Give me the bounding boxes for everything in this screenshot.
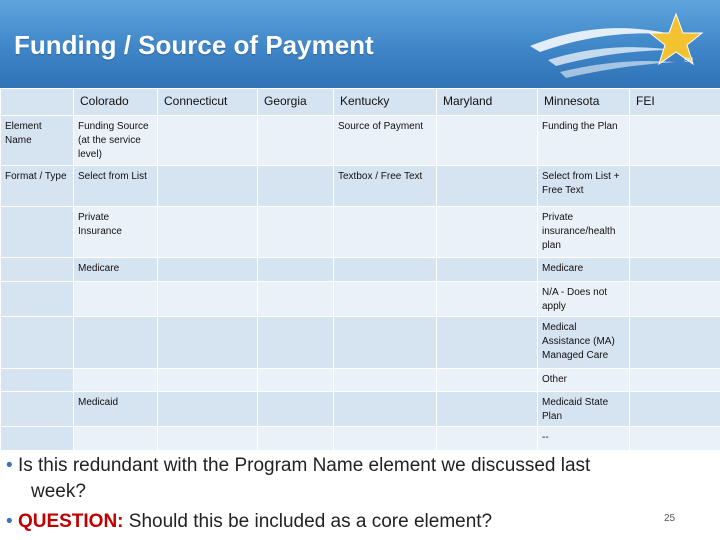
table-cell: Funding the Plan [538,116,630,166]
row-header [1,258,74,282]
table-cell: Textbox / Free Text [334,166,437,207]
table-cell: Private insurance/health plan [538,207,630,258]
column-header: Minnesota [538,89,630,116]
bullet-marker: • [6,511,13,532]
table-cell [158,317,258,369]
row-header: Format / Type [1,166,74,207]
row-header [1,427,74,451]
table-cell: Select from List [74,166,158,207]
table-cell: Medicare [538,258,630,282]
table-cell [258,166,334,207]
table-cell: Medicaid [74,392,158,427]
table-cell [74,282,158,317]
table-cell [437,258,538,282]
table-cell [258,282,334,317]
table-cell [334,207,437,258]
table-row [1,317,720,369]
table-cell: N/A - Does not apply [538,282,630,317]
table-row [1,166,720,207]
table-cell [158,369,258,392]
column-header: Connecticut [158,89,258,116]
table-cell [630,258,720,282]
table-header-row [1,89,720,116]
table-cell [258,427,334,451]
trademark-mark: SM [684,58,693,64]
question-label: QUESTION: [17,511,124,532]
row-header [1,317,74,369]
table-cell [334,317,437,369]
table-cell [158,392,258,427]
table-row [1,427,720,451]
table-cell [258,207,334,258]
table-cell [74,427,158,451]
column-header: Colorado [74,89,158,116]
comparison-table [0,88,720,451]
table-cell [158,427,258,451]
table-cell [334,392,437,427]
table-cell [630,116,720,166]
table-cell [630,392,720,427]
table-row [1,282,720,317]
table-cell: -- [538,427,630,451]
table-cell [630,282,720,317]
table-cell [158,116,258,166]
row-header [1,369,74,392]
table-cell: Medical Assistance (MA) Managed Care [538,317,630,369]
table-row [1,369,720,392]
table-cell [258,258,334,282]
table-cell [437,369,538,392]
table-cell [158,166,258,207]
bullet-item [6,510,492,534]
table-cell [630,166,720,207]
row-header [1,282,74,317]
column-header: FEI [630,89,720,116]
column-header: Kentucky [334,89,437,116]
table-cell [437,317,538,369]
table-cell [334,427,437,451]
table-cell [437,427,538,451]
table-row [1,207,720,258]
table-cell: Source of Payment [334,116,437,166]
table-row [1,392,720,427]
bullet-continuation: week? [31,481,86,502]
table-cell [630,317,720,369]
table-cell: Other [538,369,630,392]
table-cell [258,317,334,369]
table-cell: Funding Source (at the service level) [74,116,158,166]
table-cell [334,282,437,317]
table-cell: Medicare [74,258,158,282]
table-row [1,116,720,166]
table-cell: Private Insurance [74,207,158,258]
table-cell [258,369,334,392]
bullet-text: Is this redundant with the Program Name element we discussed last [17,455,591,476]
table-cell [437,392,538,427]
table-cell [74,317,158,369]
table-cell [74,369,158,392]
page-number: 25 [664,513,676,524]
table-cell [437,282,538,317]
table-cell [437,207,538,258]
row-header: Element Name [1,116,74,166]
column-header: Maryland [437,89,538,116]
table-cell [158,282,258,317]
header-corner-cell [1,89,74,116]
table-cell: Select from List + Free Text [538,166,630,207]
table-row [1,258,720,282]
table-cell [630,427,720,451]
slide-header [0,0,720,88]
table-cell [437,166,538,207]
table-cell [334,258,437,282]
bullet-marker: • [6,455,13,476]
table-cell [630,369,720,392]
bullet-text: Should this be included as a core element? [123,511,493,532]
row-header [1,392,74,427]
table-cell: Medicaid State Plan [538,392,630,427]
column-header: Georgia [258,89,334,116]
table-cell [334,369,437,392]
table-cell [158,207,258,258]
bullet-item [6,454,590,478]
table-cell [630,207,720,258]
table-cell [437,116,538,166]
slide-title: Funding / Source of Payment [14,30,374,60]
table-cell [258,116,334,166]
table-cell [258,392,334,427]
row-header [1,207,74,258]
table-cell [158,258,258,282]
